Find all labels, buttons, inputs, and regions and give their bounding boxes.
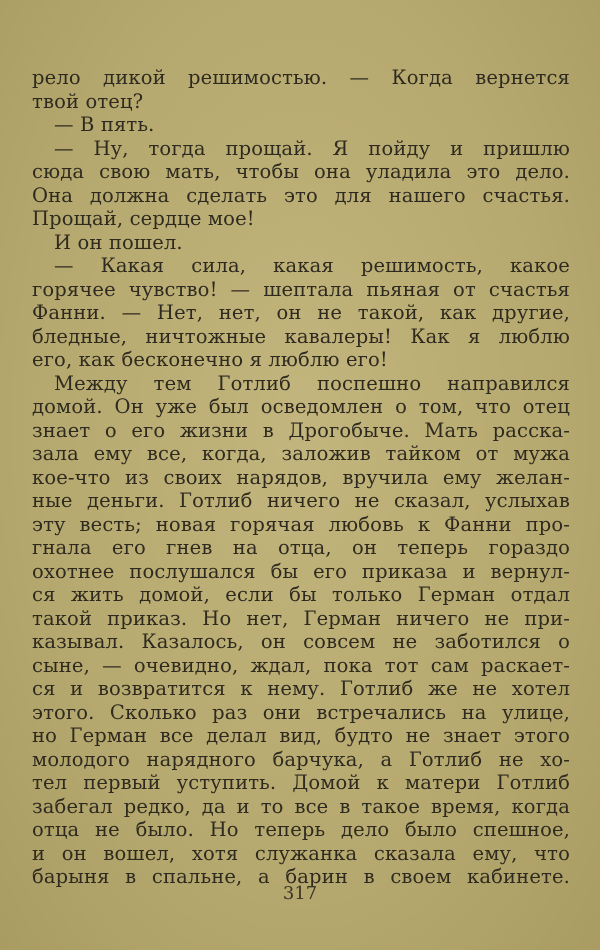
page-number: 317 — [282, 883, 318, 904]
text-line: такой приказ. Но нет, Герман ничего не при- — [32, 606, 570, 630]
text-line: сюда свою мать, чтобы она уладила это дело. — [32, 160, 570, 183]
text-line: — Ну, тогда прощай. Я пойду и пришлю — [54, 136, 570, 160]
text-line: горячее чувство! — шептала пьяная от счастья — [32, 277, 570, 301]
text-line: этого. Сколько раз они встречались на улице, — [32, 700, 570, 724]
text-line: И он пошел. — [54, 230, 183, 254]
text-line: забегал редко, да и то все в такое время, когда — [32, 794, 570, 818]
text-line: молодого нарядного барчука, а Готлиб не хо- — [32, 747, 570, 771]
text-line: домой. Он уже был осведомлен о том, что отец — [32, 395, 570, 418]
text-line: эту весть; новая горячая любовь к Фанни про- — [32, 512, 570, 536]
text-line: барыня в спальне, а барин в своем кабинете. — [32, 865, 570, 888]
text-line: зала ему все, когда, заложив тайком от мужа — [32, 442, 570, 465]
text-line: Фанни. — Нет, нет, он не такой, как другие, — [32, 301, 570, 324]
page-text — [32, 66, 570, 889]
text-line: Она должна сделать это для нашего счастья. — [32, 183, 570, 207]
text-line: — Какая сила, какая решимость, какое — [54, 254, 570, 277]
text-line: его, как бесконечно я люблю его! — [32, 348, 388, 371]
text-line: ные деньги. Готлиб ничего не сказал, услыхав — [32, 489, 570, 512]
text-line: ся жить домой, если бы только Герман отдал — [32, 583, 570, 606]
text-line: твой отец? — [32, 89, 144, 113]
text-line: рело дикой решимостью. — Когда вернется — [32, 66, 570, 89]
text-line: ся и возвратится к нему. Готлиб же не хотел — [32, 677, 570, 700]
text-line: бледные, ничтожные кавалеры! Как я люблю — [32, 324, 570, 348]
text-line: Прощай, сердце мое! — [32, 207, 255, 230]
text-line: — В пять. — [54, 113, 155, 136]
text-line: отца не было. Но теперь дело было спешное, — [32, 818, 570, 841]
text-line: тел первый уступить. Домой к матери Готлиб — [32, 771, 570, 794]
text-line: Между тем Готлиб поспешно направился — [54, 371, 570, 395]
text-line: сыне, — очевидно, ждал, пока тот сам раскает- — [32, 653, 570, 677]
text-line: знает о его жизни в Дрогобыче. Мать расска- — [32, 418, 570, 442]
text-line: но Герман все делал вид, будто не знает этого — [32, 724, 570, 747]
text-line: гнала его гнев на отца, он теперь гораздо — [32, 536, 570, 559]
text-line: кое-что из своих нарядов, вручила ему желан- — [32, 465, 570, 489]
text-line: и он вошел, хотя служанка сказала ему, что — [32, 841, 570, 865]
text-line: казывал. Казалось, он совсем не заботился о — [32, 630, 570, 653]
text-line: охотнее послушался бы его приказа и вернул- — [32, 559, 570, 583]
